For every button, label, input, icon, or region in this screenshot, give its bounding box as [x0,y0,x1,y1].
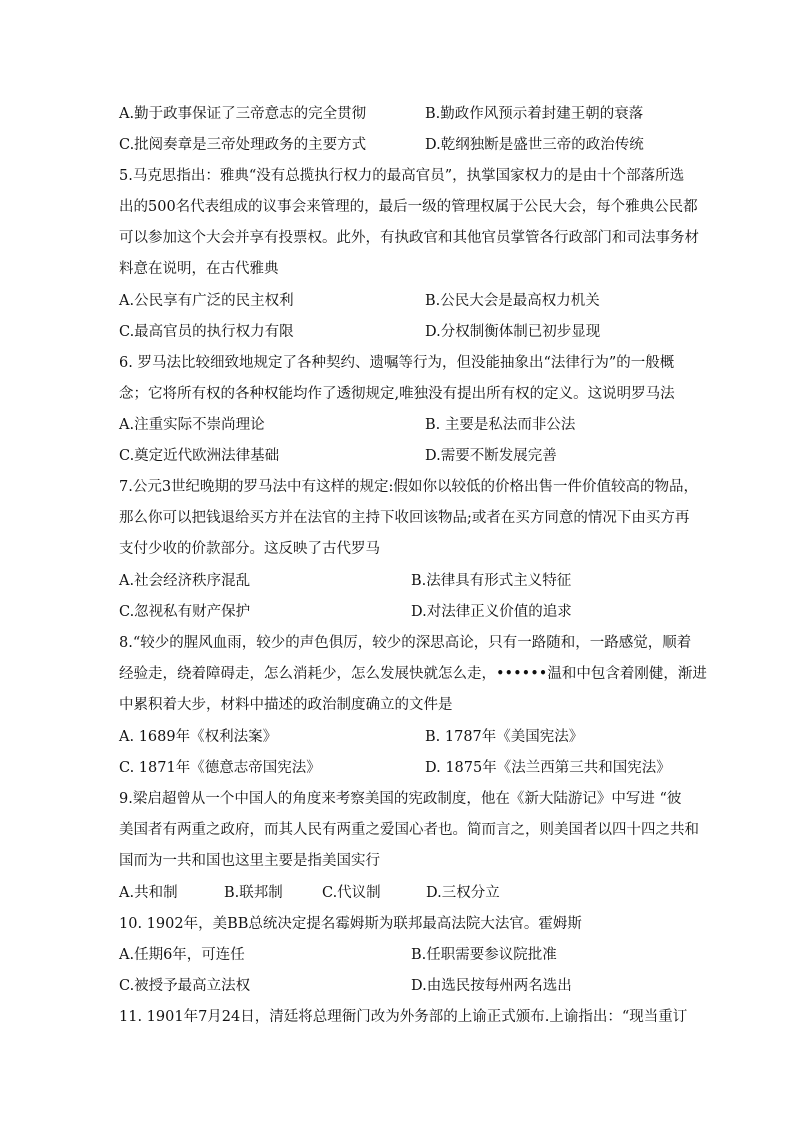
q10-option-b: B.任职需要参议院批准 [411,947,557,963]
q6-option-c: C.奠定近代欧洲法律基础 [119,448,280,464]
q10-options-row-2 [119,976,679,996]
q5-option-a: A.公民享有广泛的民主权利 [119,293,294,309]
q4-option-c: C.批阅奏章是三帝处理政务的主要方式 [119,137,367,153]
q5-option-b: B.公民大会是最高权力机关 [425,293,600,309]
q6-options-row-1 [119,415,679,435]
q11-stem-line-1: 11. 1901年7月24日，清廷将总理衙门改为外务部的上谕正式颁布.上谕指出：“现当重订 [119,1009,688,1025]
q10-option-d: D.由选民按每州两名选出 [411,978,572,994]
q9-option-a: A.共和制 [119,885,178,901]
q5-stem-line-2: 出的500名代表组成的议事会来管理的，最后一级的管理权属于公民大会，每个雅典公民都 [119,199,698,215]
q9-options-row [119,883,679,903]
q5-option-d: D.分权制衡体制已初步显现 [425,324,601,340]
q7-options-row-1 [119,571,679,591]
q10-option-a: A.任期6年，可连任 [119,947,245,963]
q4-options-row-1 [119,104,679,124]
q7-option-b: B.法律具有形式主义特征 [411,573,572,589]
q8-stem-line-3: 中累积着大步，材料中描述的政治制度确立的文件是 [119,697,453,713]
q8-option-a: A. 1689年《权利法案》 [119,729,278,745]
q5-option-c: C.最高官员的执行权力有限 [119,324,294,340]
q7-options-row-2 [119,602,679,622]
q5-stem-line-1: 5.马克思指出：雅典“没有总揽执行权力的最高官员”，执掌国家权力的是由十个部落所选 [119,168,685,184]
q9-stem-line-3: 国而为一共和国也这里主要是指美国实行 [119,853,380,869]
q7-stem-line-2: 那么你可以把钱退给买方并在法官的主持下收回该物品;或者在买方同意的情况下由买方再 [119,510,690,526]
q6-option-a: A.注重实际不崇尚理论 [119,417,265,433]
q4-options-row-2 [119,135,679,155]
q10-option-c: C.被授予最高立法权 [119,978,251,994]
q9-stem-line-2: 美国者有两重之政府，而其人民有两重之爱国心者也。简而言之，则美国者以四十四之共和 [119,822,699,838]
q10-options-row-1 [119,945,679,965]
q8-stem-line-1: 8.“较少的腥风血雨，较少的声色俱厉，较少的深思高论，只有一路随和，一路感觉，顺着 [119,635,692,651]
q6-options-row-2 [119,446,679,466]
q8-options-row-1 [119,727,679,747]
q8-options-row-2 [119,758,679,778]
q6-option-b: B. 主要是私法而非公法 [425,417,576,433]
q7-stem-line-1: 7.公元3世纪晚期的罗马法中有这样的规定:假如你以较低的价格出售一件价值较高的物品， [119,479,698,495]
q9-option-b: B.联邦制 [224,885,283,901]
q9-option-c: C.代议制 [322,885,381,901]
q8-option-b: B. 1787年《美国宪法》 [425,729,584,745]
q6-option-d: D.需要不断发展完善 [425,448,557,464]
q9-option-d: D.三权分立 [426,885,500,901]
q5-options-row-1 [119,291,679,311]
q5-options-row-2 [119,322,679,342]
q4-option-b: B.勤政作风预示着封建王朝的衰落 [425,106,644,122]
q4-option-d: D.乾纲独断是盛世三帝的政治传统 [425,137,644,153]
q8-option-d: D. 1875年《法兰西第三共和国宪法》 [425,760,671,776]
q6-stem-line-1: 6. 罗马法比较细致地规定了各种契约、遗嘱等行为，但没能抽象出“法律行为”的一般概 [119,355,675,371]
q9-stem-line-1: 9.梁启超曾从一个中国人的角度来考察美国的宪政制度，他在《新大陆游记》中写进 “彼 [119,791,682,807]
q10-stem-line-1: 10. 1902年，美BB总统决定提名霉姆斯为联邦最高法院大法官。霍姆斯 [119,916,582,932]
q7-option-d: D.对法律正义价值的追求 [411,604,572,620]
q5-stem-line-4: 料意在说明，在古代雅典 [119,261,279,277]
q4-option-a: A.勤于政事保证了三帝意志的完全贯彻 [119,106,367,122]
q6-stem-line-2: 念；它将所有权的各种权能均作了透彻规定,唯独没有提出所有权的定义。这说明罗马法 [119,386,675,402]
q7-option-c: C.忽视私有财产保护 [119,604,251,620]
q8-option-c: C. 1871年《德意志帝国宪法》 [119,760,321,776]
q8-stem-line-2: 经验走，绕着障碍走，怎么消耗少，怎么发展快就怎么走，••••••温和中包含着刚健，渐进 [119,666,707,682]
q7-stem-line-3: 支付少收的价款部分。这反映了古代罗马 [119,541,380,557]
q5-stem-line-3: 可以参加这个大会并享有投票权。此外，有执政官和其他官员掌管各行政部门和司法事务材 [119,230,699,246]
q7-option-a: A.社会经济秩序混乱 [119,573,251,589]
